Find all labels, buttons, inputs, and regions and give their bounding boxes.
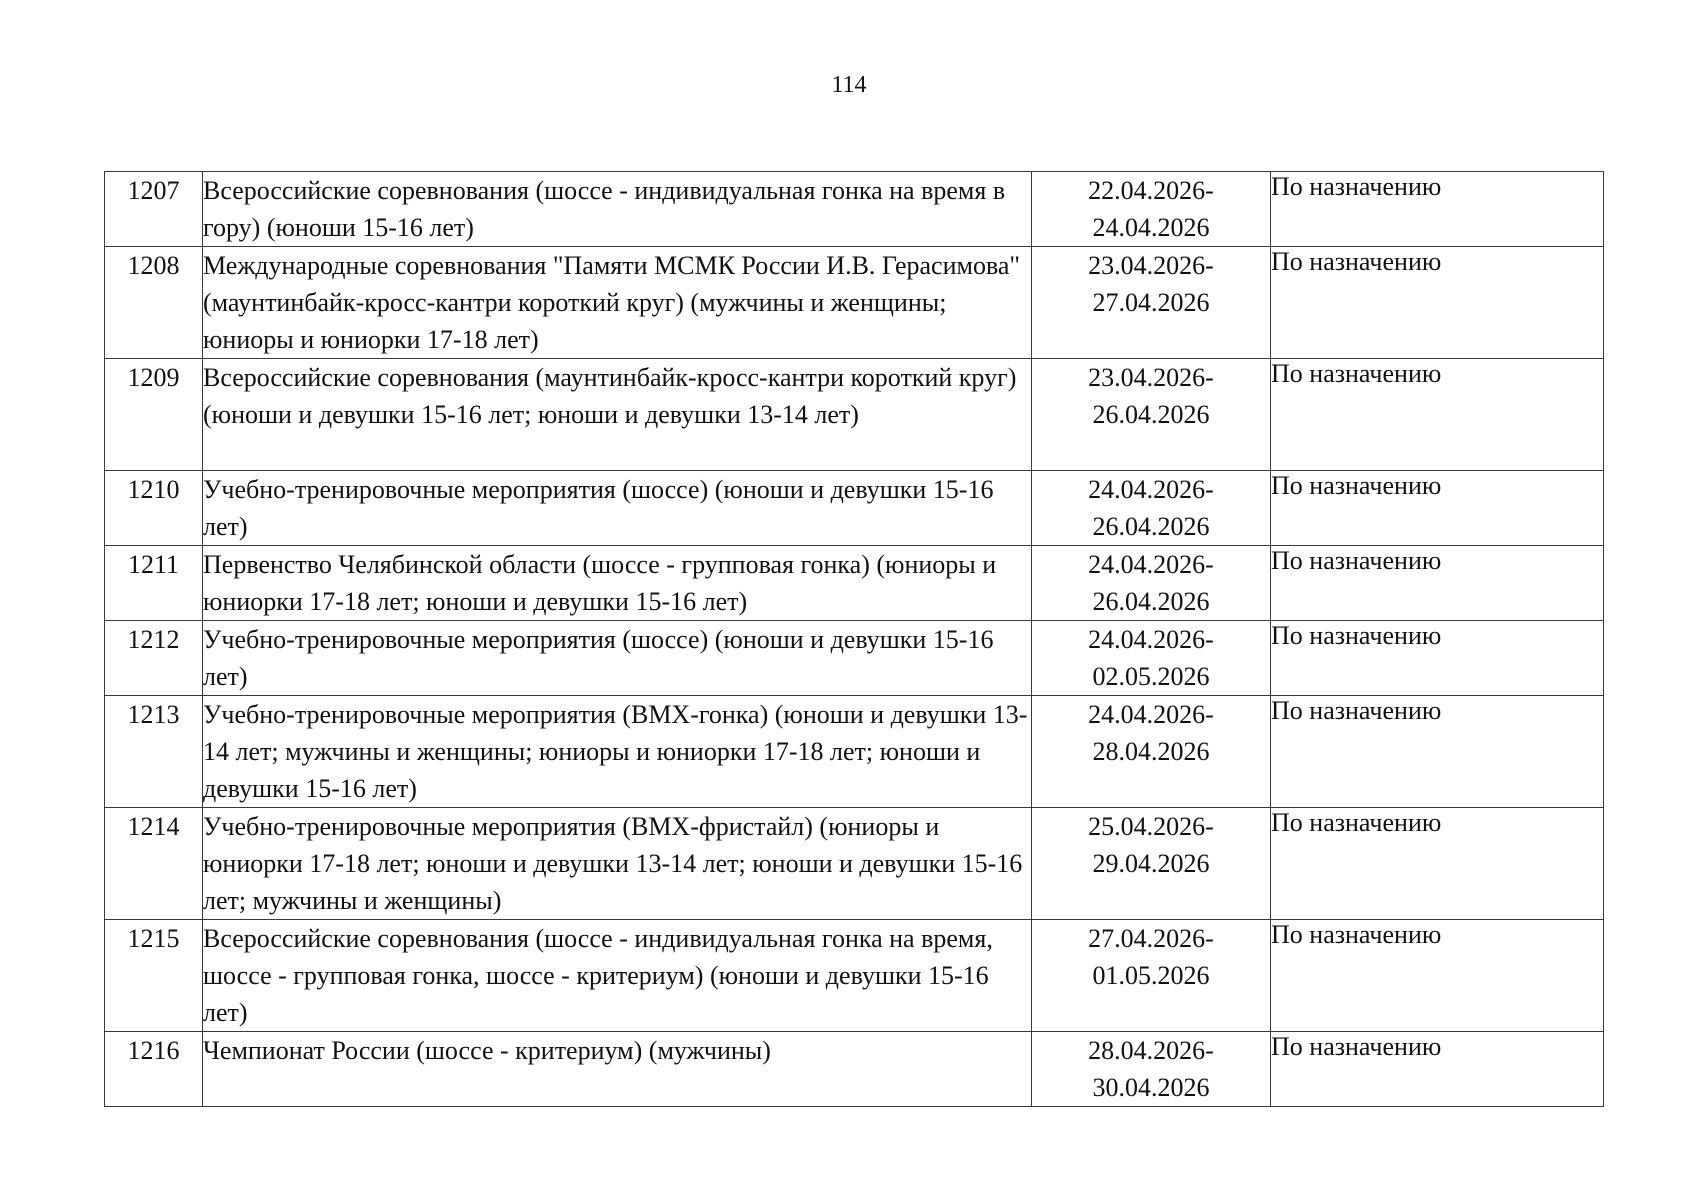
- table-row: [105, 696, 1604, 808]
- event-number: 1207: [105, 172, 203, 247]
- event-dates: [1032, 172, 1271, 247]
- place-text: По назначению: [1271, 359, 1442, 388]
- table-row: [105, 247, 1604, 359]
- event-name: Учебно-тренировочные мероприятия (BMX-гонка) (юноши и девушки 13-14 лет; мужчины и женщины; юниоры и юниорки 17-18 лет; юноши и девушки 15-16 лет): [203, 696, 1032, 808]
- event-name: Всероссийские соревнования (шоссе - индивидуальная гонка на время в гору) (юноши 15-16 лет): [203, 172, 1032, 247]
- event-dates: [1032, 1032, 1271, 1107]
- table-row: [105, 808, 1604, 920]
- date-start: 22.04.2026-: [1088, 176, 1214, 205]
- event-number: 1215: [105, 920, 203, 1032]
- place-text: По назначению: [1271, 1032, 1442, 1061]
- date-end: 26.04.2026: [1092, 512, 1210, 541]
- date-start: 24.04.2026-: [1088, 625, 1214, 654]
- event-dates: [1032, 696, 1271, 808]
- date-start: 23.04.2026-: [1088, 363, 1214, 392]
- event-number: 1212: [105, 621, 203, 696]
- event-number: 1210: [105, 471, 203, 546]
- page-number: 114: [831, 72, 867, 98]
- event-place: [1271, 471, 1604, 546]
- event-dates: [1032, 471, 1271, 546]
- event-name: Чемпионат России (шоссе - критериум) (мужчины): [203, 1032, 1032, 1107]
- event-name: Учебно-тренировочные мероприятия (шоссе) (юноши и девушки 15-16 лет): [203, 621, 1032, 696]
- date-start: 24.04.2026-: [1088, 700, 1214, 729]
- date-end: 26.04.2026: [1092, 400, 1210, 429]
- events-table: [104, 171, 1604, 1107]
- event-place: [1271, 1032, 1604, 1107]
- table-row: [105, 546, 1604, 621]
- event-place: [1271, 359, 1604, 471]
- place-text: По назначению: [1271, 471, 1442, 500]
- event-number: 1213: [105, 696, 203, 808]
- date-start: 23.04.2026-: [1088, 251, 1214, 280]
- date-start: 27.04.2026-: [1088, 924, 1214, 953]
- date-start: 24.04.2026-: [1088, 475, 1214, 504]
- event-name: Учебно-тренировочные мероприятия (шоссе) (юноши и девушки 15-16 лет): [203, 471, 1032, 546]
- event-number: 1216: [105, 1032, 203, 1107]
- event-place: [1271, 621, 1604, 696]
- place-text: По назначению: [1271, 546, 1442, 575]
- date-end: 26.04.2026: [1092, 587, 1210, 616]
- event-place: [1271, 920, 1604, 1032]
- event-place: [1271, 696, 1604, 808]
- place-text: По назначению: [1271, 621, 1442, 650]
- event-place: [1271, 247, 1604, 359]
- date-end: 01.05.2026: [1092, 961, 1210, 990]
- event-dates: [1032, 359, 1271, 471]
- date-start: 24.04.2026-: [1088, 550, 1214, 579]
- event-dates: [1032, 546, 1271, 621]
- table-row: [105, 1032, 1604, 1107]
- event-number: 1214: [105, 808, 203, 920]
- event-name: Первенство Челябинской области (шоссе - групповая гонка) (юниоры и юниорки 17-18 лет; юноши и девушки 15-16 лет): [203, 546, 1032, 621]
- event-place: [1271, 546, 1604, 621]
- event-number: 1209: [105, 359, 203, 471]
- date-end: 28.04.2026: [1092, 737, 1210, 766]
- date-end: 29.04.2026: [1092, 849, 1210, 878]
- event-dates: [1032, 808, 1271, 920]
- event-dates: [1032, 247, 1271, 359]
- date-start: 28.04.2026-: [1088, 1036, 1214, 1065]
- date-end: 24.04.2026: [1092, 213, 1210, 242]
- event-name: Всероссийские соревнования (маунтинбайк-кросс-кантри короткий круг) (юноши и девушки 15-16 лет; юноши и девушки 13-14 лет): [203, 359, 1032, 471]
- event-place: [1271, 172, 1604, 247]
- place-text: По назначению: [1271, 247, 1442, 276]
- place-text: По назначению: [1271, 172, 1442, 201]
- place-text: По назначению: [1271, 920, 1442, 949]
- event-name: Международные соревнования "Памяти МСМК России И.В. Герасимова" (маунтинбайк-кросс-кантри короткий круг) (мужчины и женщины; юниоры и юниорки 17-18 лет): [203, 247, 1032, 359]
- event-number: 1208: [105, 247, 203, 359]
- event-dates: [1032, 621, 1271, 696]
- table-row: [105, 920, 1604, 1032]
- date-end: 30.04.2026: [1092, 1073, 1210, 1102]
- place-text: По назначению: [1271, 696, 1442, 725]
- table-row: [105, 621, 1604, 696]
- event-name: Учебно-тренировочные мероприятия (BMX-фристайл) (юниоры и юниорки 17-18 лет; юноши и девушки 13-14 лет; юноши и девушки 15-16 лет; мужчины и женщины): [203, 808, 1032, 920]
- date-end: 02.05.2026: [1092, 662, 1210, 691]
- event-place: [1271, 808, 1604, 920]
- table-row: [105, 172, 1604, 247]
- table-row: [105, 471, 1604, 546]
- event-dates: [1032, 920, 1271, 1032]
- date-start: 25.04.2026-: [1088, 812, 1214, 841]
- event-name: Всероссийские соревнования (шоссе - индивидуальная гонка на время, шоссе - групповая гонка, шоссе - критериум) (юноши и девушки 15-16 лет): [203, 920, 1032, 1032]
- date-end: 27.04.2026: [1092, 288, 1210, 317]
- place-text: По назначению: [1271, 808, 1442, 837]
- table-row: [105, 359, 1604, 471]
- event-number: 1211: [105, 546, 203, 621]
